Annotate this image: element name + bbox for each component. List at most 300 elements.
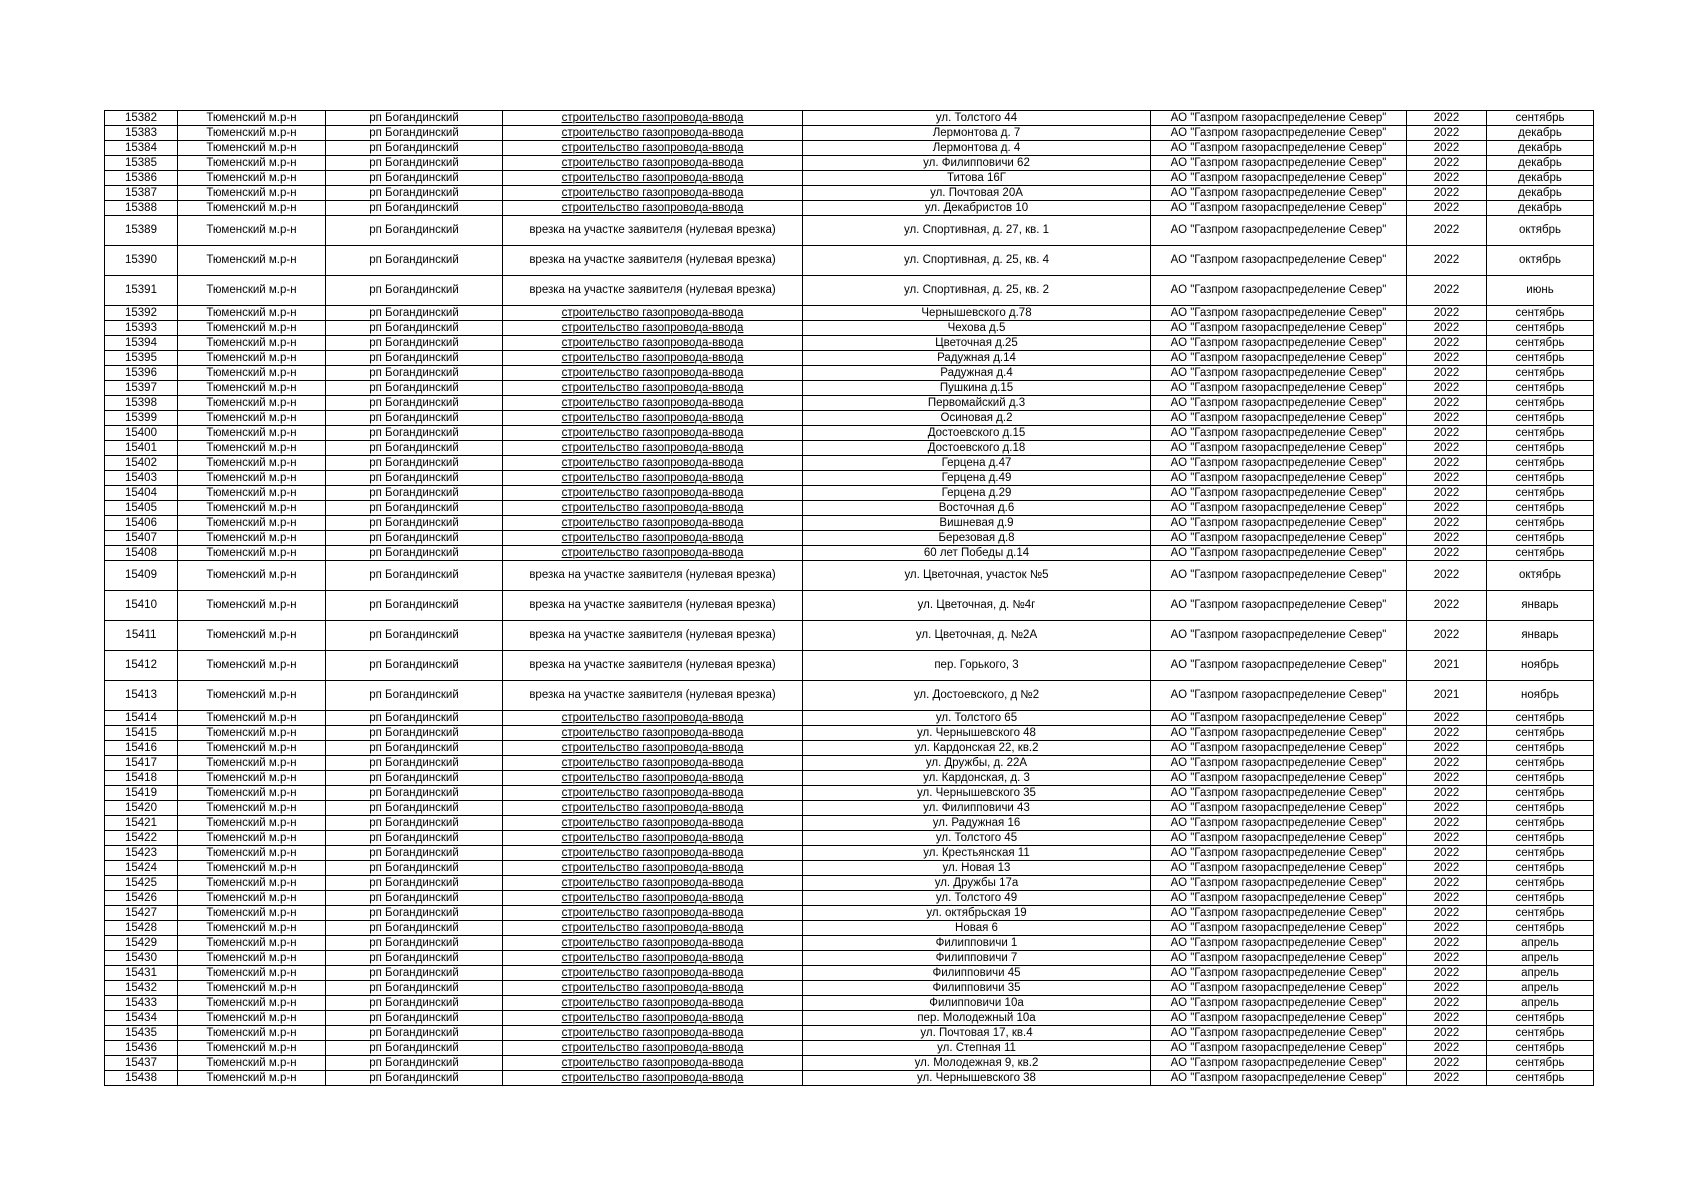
cell-year: 2022 (1407, 966, 1487, 981)
cell-number: 15412 (105, 651, 178, 681)
cell-year: 2022 (1407, 906, 1487, 921)
cell-year: 2022 (1407, 801, 1487, 816)
cell-number: 15395 (105, 351, 178, 366)
cell-organization: АО "Газпром газораспределение Север" (1151, 426, 1407, 441)
table-row (105, 201, 1594, 216)
cell-address: ул. Спортивная, д. 27, кв. 1 (803, 216, 1151, 246)
spreadsheet-page (104, 110, 1593, 1086)
cell-work-type: строительство газопровода-ввода (503, 951, 803, 966)
cell-work-type: строительство газопровода-ввода (503, 306, 803, 321)
cell-number: 15429 (105, 936, 178, 951)
cell-address: Филипповичи 10а (803, 996, 1151, 1011)
cell-address: ул. Спортивная, д. 25, кв. 2 (803, 276, 1151, 306)
cell-organization: АО "Газпром газораспределение Север" (1151, 936, 1407, 951)
cell-organization: АО "Газпром газораспределение Север" (1151, 801, 1407, 816)
cell-settlement: рп Богандинский (326, 516, 503, 531)
cell-work-type: врезка на участке заявителя (нулевая врезка) (503, 651, 803, 681)
cell-work-type: строительство газопровода-ввода (503, 351, 803, 366)
cell-settlement: рп Богандинский (326, 216, 503, 246)
cell-number: 15403 (105, 471, 178, 486)
cell-number: 15432 (105, 981, 178, 996)
cell-organization: АО "Газпром газораспределение Север" (1151, 276, 1407, 306)
cell-organization: АО "Газпром газораспределение Север" (1151, 831, 1407, 846)
cell-settlement: рп Богандинский (326, 141, 503, 156)
cell-number: 15421 (105, 816, 178, 831)
cell-number: 15418 (105, 771, 178, 786)
cell-work-type: строительство газопровода-ввода (503, 411, 803, 426)
cell-work-type: строительство газопровода-ввода (503, 816, 803, 831)
cell-organization: АО "Газпром газораспределение Север" (1151, 381, 1407, 396)
cell-year: 2022 (1407, 111, 1487, 126)
cell-work-type: врезка на участке заявителя (нулевая врезка) (503, 276, 803, 306)
cell-settlement: рп Богандинский (326, 426, 503, 441)
cell-number: 15389 (105, 216, 178, 246)
cell-district: Тюменский м.р-н (178, 861, 326, 876)
cell-address: ул. Филипповичи 43 (803, 801, 1151, 816)
cell-address: Филипповичи 1 (803, 936, 1151, 951)
cell-address: ул. Толстого 65 (803, 711, 1151, 726)
table-row (105, 861, 1594, 876)
cell-month: сентябрь (1487, 816, 1594, 831)
cell-number: 15397 (105, 381, 178, 396)
cell-number: 15413 (105, 681, 178, 711)
cell-address: ул. Цветочная, участок №5 (803, 561, 1151, 591)
cell-number: 15402 (105, 456, 178, 471)
cell-district: Тюменский м.р-н (178, 426, 326, 441)
cell-month: сентябрь (1487, 1011, 1594, 1026)
cell-number: 15398 (105, 396, 178, 411)
cell-year: 2022 (1407, 861, 1487, 876)
cell-address: 60 лет Победы д.14 (803, 546, 1151, 561)
cell-district: Тюменский м.р-н (178, 516, 326, 531)
cell-settlement: рп Богандинский (326, 876, 503, 891)
cell-district: Тюменский м.р-н (178, 546, 326, 561)
cell-organization: АО "Газпром газораспределение Север" (1151, 1041, 1407, 1056)
cell-month: сентябрь (1487, 411, 1594, 426)
cell-district: Тюменский м.р-н (178, 831, 326, 846)
cell-district: Тюменский м.р-н (178, 936, 326, 951)
cell-district: Тюменский м.р-н (178, 621, 326, 651)
cell-address: Радужная д.4 (803, 366, 1151, 381)
cell-settlement: рп Богандинский (326, 486, 503, 501)
cell-address: пер. Молодежный 10а (803, 1011, 1151, 1026)
table-row (105, 471, 1594, 486)
cell-work-type: врезка на участке заявителя (нулевая врезка) (503, 246, 803, 276)
cell-settlement: рп Богандинский (326, 126, 503, 141)
cell-number: 15393 (105, 321, 178, 336)
cell-settlement: рп Богандинский (326, 456, 503, 471)
table-row (105, 141, 1594, 156)
cell-number: 15405 (105, 501, 178, 516)
cell-district: Тюменский м.р-н (178, 531, 326, 546)
cell-year: 2022 (1407, 786, 1487, 801)
cell-year: 2022 (1407, 456, 1487, 471)
cell-month: сентябрь (1487, 786, 1594, 801)
cell-month: сентябрь (1487, 516, 1594, 531)
cell-settlement: рп Богандинский (326, 336, 503, 351)
cell-work-type: строительство газопровода-ввода (503, 486, 803, 501)
cell-settlement: рп Богандинский (326, 756, 503, 771)
cell-year: 2022 (1407, 126, 1487, 141)
cell-month: сентябрь (1487, 831, 1594, 846)
cell-organization: АО "Газпром газораспределение Север" (1151, 741, 1407, 756)
cell-month: апрель (1487, 951, 1594, 966)
cell-settlement: рп Богандинский (326, 396, 503, 411)
cell-district: Тюменский м.р-н (178, 651, 326, 681)
cell-work-type: строительство газопровода-ввода (503, 771, 803, 786)
cell-district: Тюменский м.р-н (178, 366, 326, 381)
cell-year: 2022 (1407, 726, 1487, 741)
cell-address: ул. Цветочная, д. №2А (803, 621, 1151, 651)
cell-year: 2022 (1407, 981, 1487, 996)
cell-settlement: рп Богандинский (326, 951, 503, 966)
cell-year: 2022 (1407, 201, 1487, 216)
cell-year: 2022 (1407, 546, 1487, 561)
cell-address: ул. Кардонская 22, кв.2 (803, 741, 1151, 756)
cell-month: сентябрь (1487, 426, 1594, 441)
cell-month: сентябрь (1487, 366, 1594, 381)
cell-settlement: рп Богандинский (326, 711, 503, 726)
cell-settlement: рп Богандинский (326, 111, 503, 126)
cell-settlement: рп Богандинский (326, 546, 503, 561)
cell-work-type: строительство газопровода-ввода (503, 111, 803, 126)
cell-work-type: строительство газопровода-ввода (503, 741, 803, 756)
cell-address: Новая 6 (803, 921, 1151, 936)
cell-work-type: строительство газопровода-ввода (503, 801, 803, 816)
cell-year: 2022 (1407, 1011, 1487, 1026)
cell-district: Тюменский м.р-н (178, 276, 326, 306)
cell-district: Тюменский м.р-н (178, 396, 326, 411)
cell-address: ул. Толстого 45 (803, 831, 1151, 846)
table-row (105, 591, 1594, 621)
cell-address: ул. Чернышевского 38 (803, 1071, 1151, 1086)
cell-number: 15385 (105, 156, 178, 171)
cell-organization: АО "Газпром газораспределение Север" (1151, 861, 1407, 876)
table-row (105, 996, 1594, 1011)
cell-organization: АО "Газпром газораспределение Север" (1151, 156, 1407, 171)
cell-year: 2022 (1407, 186, 1487, 201)
table-row (105, 441, 1594, 456)
cell-year: 2022 (1407, 951, 1487, 966)
table-row (105, 321, 1594, 336)
cell-work-type: строительство газопровода-ввода (503, 786, 803, 801)
cell-settlement: рп Богандинский (326, 1011, 503, 1026)
cell-organization: АО "Газпром газораспределение Север" (1151, 906, 1407, 921)
cell-month: декабрь (1487, 141, 1594, 156)
cell-year: 2022 (1407, 996, 1487, 1011)
cell-address: Герцена д.47 (803, 456, 1151, 471)
cell-address: Чехова д.5 (803, 321, 1151, 336)
cell-month: сентябрь (1487, 1071, 1594, 1086)
cell-organization: АО "Газпром газораспределение Север" (1151, 141, 1407, 156)
cell-month: июнь (1487, 276, 1594, 306)
cell-month: октябрь (1487, 246, 1594, 276)
cell-district: Тюменский м.р-н (178, 906, 326, 921)
cell-address: Цветочная д.25 (803, 336, 1151, 351)
cell-year: 2021 (1407, 651, 1487, 681)
cell-district: Тюменский м.р-н (178, 771, 326, 786)
table-row (105, 381, 1594, 396)
cell-address: Герцена д.29 (803, 486, 1151, 501)
cell-district: Тюменский м.р-н (178, 1071, 326, 1086)
cell-district: Тюменский м.р-н (178, 921, 326, 936)
cell-district: Тюменский м.р-н (178, 321, 326, 336)
cell-work-type: строительство газопровода-ввода (503, 1026, 803, 1041)
cell-number: 15423 (105, 846, 178, 861)
cell-year: 2022 (1407, 816, 1487, 831)
cell-district: Тюменский м.р-н (178, 306, 326, 321)
cell-organization: АО "Газпром газораспределение Север" (1151, 951, 1407, 966)
cell-address: ул. Радужная 16 (803, 816, 1151, 831)
cell-address: Достоевского д.15 (803, 426, 1151, 441)
cell-number: 15416 (105, 741, 178, 756)
table-row (105, 501, 1594, 516)
cell-number: 15426 (105, 891, 178, 906)
table-row (105, 921, 1594, 936)
cell-settlement: рп Богандинский (326, 786, 503, 801)
table-row (105, 396, 1594, 411)
table-body (105, 111, 1594, 1086)
cell-number: 15409 (105, 561, 178, 591)
cell-organization: АО "Газпром газораспределение Север" (1151, 396, 1407, 411)
cell-address: Лермонтова д. 7 (803, 126, 1151, 141)
cell-settlement: рп Богандинский (326, 801, 503, 816)
cell-district: Тюменский м.р-н (178, 1026, 326, 1041)
cell-year: 2022 (1407, 306, 1487, 321)
cell-address: ул. Дружбы 17а (803, 876, 1151, 891)
cell-settlement: рп Богандинский (326, 186, 503, 201)
cell-address: ул. Декабристов 10 (803, 201, 1151, 216)
cell-number: 15387 (105, 186, 178, 201)
table-row (105, 831, 1594, 846)
table-row (105, 366, 1594, 381)
cell-year: 2022 (1407, 156, 1487, 171)
cell-number: 15422 (105, 831, 178, 846)
cell-district: Тюменский м.р-н (178, 816, 326, 831)
table-row (105, 426, 1594, 441)
cell-address: ул. октябрьская 19 (803, 906, 1151, 921)
table-row (105, 216, 1594, 246)
cell-month: сентябрь (1487, 396, 1594, 411)
table-row (105, 186, 1594, 201)
cell-year: 2022 (1407, 741, 1487, 756)
cell-organization: АО "Газпром газораспределение Север" (1151, 786, 1407, 801)
cell-year: 2022 (1407, 1026, 1487, 1041)
cell-number: 15414 (105, 711, 178, 726)
cell-month: сентябрь (1487, 861, 1594, 876)
cell-number: 15433 (105, 996, 178, 1011)
cell-month: сентябрь (1487, 921, 1594, 936)
cell-district: Тюменский м.р-н (178, 1056, 326, 1071)
cell-address: ул. Почтовая 20А (803, 186, 1151, 201)
cell-month: сентябрь (1487, 546, 1594, 561)
cell-year: 2022 (1407, 1041, 1487, 1056)
table-row (105, 336, 1594, 351)
cell-number: 15404 (105, 486, 178, 501)
table-row (105, 741, 1594, 756)
cell-address: ул. Толстого 49 (803, 891, 1151, 906)
cell-organization: АО "Газпром газораспределение Север" (1151, 111, 1407, 126)
cell-month: сентябрь (1487, 846, 1594, 861)
cell-settlement: рп Богандинский (326, 591, 503, 621)
table-row (105, 486, 1594, 501)
cell-settlement: рп Богандинский (326, 681, 503, 711)
cell-work-type: строительство газопровода-ввода (503, 981, 803, 996)
cell-year: 2022 (1407, 141, 1487, 156)
table-row (105, 561, 1594, 591)
cell-organization: АО "Газпром газораспределение Север" (1151, 591, 1407, 621)
table-row (105, 906, 1594, 921)
cell-district: Тюменский м.р-н (178, 996, 326, 1011)
cell-year: 2022 (1407, 351, 1487, 366)
cell-month: сентябрь (1487, 1056, 1594, 1071)
cell-address: ул. Достоевского, д №2 (803, 681, 1151, 711)
cell-year: 2022 (1407, 336, 1487, 351)
cell-number: 15390 (105, 246, 178, 276)
cell-year: 2022 (1407, 471, 1487, 486)
table-row (105, 1056, 1594, 1071)
cell-organization: АО "Газпром газораспределение Север" (1151, 516, 1407, 531)
cell-work-type: строительство газопровода-ввода (503, 321, 803, 336)
cell-work-type: строительство газопровода-ввода (503, 141, 803, 156)
cell-work-type: строительство газопровода-ввода (503, 831, 803, 846)
table-row (105, 846, 1594, 861)
table-row (105, 1071, 1594, 1086)
cell-number: 15430 (105, 951, 178, 966)
table-row (105, 786, 1594, 801)
cell-district: Тюменский м.р-н (178, 756, 326, 771)
cell-year: 2022 (1407, 921, 1487, 936)
cell-month: сентябрь (1487, 771, 1594, 786)
table-row (105, 456, 1594, 471)
cell-settlement: рп Богандинский (326, 921, 503, 936)
cell-organization: АО "Газпром газораспределение Север" (1151, 456, 1407, 471)
table-row (105, 1041, 1594, 1056)
cell-settlement: рп Богандинский (326, 441, 503, 456)
cell-organization: АО "Газпром газораспределение Север" (1151, 981, 1407, 996)
cell-month: ноябрь (1487, 651, 1594, 681)
cell-settlement: рп Богандинский (326, 981, 503, 996)
cell-work-type: строительство газопровода-ввода (503, 441, 803, 456)
cell-month: сентябрь (1487, 111, 1594, 126)
cell-district: Тюменский м.р-н (178, 786, 326, 801)
cell-address: ул. Крестьянская 11 (803, 846, 1151, 861)
table-row (105, 966, 1594, 981)
cell-year: 2022 (1407, 771, 1487, 786)
cell-organization: АО "Газпром газораспределение Север" (1151, 471, 1407, 486)
cell-number: 15394 (105, 336, 178, 351)
cell-address: Вишневая д.9 (803, 516, 1151, 531)
cell-work-type: строительство газопровода-ввода (503, 1071, 803, 1086)
cell-district: Тюменский м.р-н (178, 201, 326, 216)
cell-year: 2022 (1407, 756, 1487, 771)
cell-year: 2022 (1407, 621, 1487, 651)
table-row (105, 936, 1594, 951)
table-row (105, 951, 1594, 966)
cell-number: 15417 (105, 756, 178, 771)
cell-district: Тюменский м.р-н (178, 1041, 326, 1056)
cell-number: 15410 (105, 591, 178, 621)
cell-month: сентябрь (1487, 876, 1594, 891)
cell-settlement: рп Богандинский (326, 246, 503, 276)
cell-district: Тюменский м.р-н (178, 156, 326, 171)
cell-organization: АО "Газпром газораспределение Север" (1151, 681, 1407, 711)
table-row (105, 981, 1594, 996)
cell-organization: АО "Газпром газораспределение Север" (1151, 366, 1407, 381)
cell-organization: АО "Газпром газораспределение Север" (1151, 1056, 1407, 1071)
cell-month: декабрь (1487, 171, 1594, 186)
cell-work-type: строительство газопровода-ввода (503, 471, 803, 486)
cell-address: Титова 16Г (803, 171, 1151, 186)
cell-work-type: строительство газопровода-ввода (503, 336, 803, 351)
cell-number: 15434 (105, 1011, 178, 1026)
cell-organization: АО "Газпром газораспределение Север" (1151, 351, 1407, 366)
cell-year: 2022 (1407, 516, 1487, 531)
cell-address: Восточная д.6 (803, 501, 1151, 516)
cell-settlement: рп Богандинский (326, 351, 503, 366)
cell-address: Филипповичи 7 (803, 951, 1151, 966)
cell-year: 2022 (1407, 411, 1487, 426)
cell-number: 15411 (105, 621, 178, 651)
cell-district: Тюменский м.р-н (178, 456, 326, 471)
cell-settlement: рп Богандинский (326, 171, 503, 186)
cell-work-type: строительство газопровода-ввода (503, 426, 803, 441)
table-row (105, 546, 1594, 561)
cell-settlement: рп Богандинский (326, 1026, 503, 1041)
table-row (105, 771, 1594, 786)
table-row (105, 621, 1594, 651)
cell-address: ул. Толстого 44 (803, 111, 1151, 126)
cell-year: 2022 (1407, 1056, 1487, 1071)
cell-settlement: рп Богандинский (326, 1041, 503, 1056)
cell-organization: АО "Газпром газораспределение Север" (1151, 216, 1407, 246)
cell-organization: АО "Газпром газораспределение Север" (1151, 201, 1407, 216)
table-row (105, 1011, 1594, 1026)
cell-year: 2022 (1407, 381, 1487, 396)
cell-organization: АО "Газпром газораспределение Север" (1151, 711, 1407, 726)
cell-month: сентябрь (1487, 741, 1594, 756)
cell-work-type: строительство газопровода-ввода (503, 726, 803, 741)
cell-number: 15392 (105, 306, 178, 321)
cell-month: сентябрь (1487, 441, 1594, 456)
cell-district: Тюменский м.р-н (178, 486, 326, 501)
cell-district: Тюменский м.р-н (178, 381, 326, 396)
cell-month: сентябрь (1487, 306, 1594, 321)
cell-month: сентябрь (1487, 531, 1594, 546)
cell-work-type: врезка на участке заявителя (нулевая врезка) (503, 621, 803, 651)
cell-month: сентябрь (1487, 471, 1594, 486)
cell-organization: АО "Газпром газораспределение Север" (1151, 846, 1407, 861)
cell-settlement: рп Богандинский (326, 1056, 503, 1071)
cell-number: 15388 (105, 201, 178, 216)
cell-district: Тюменский м.р-н (178, 876, 326, 891)
cell-month: апрель (1487, 981, 1594, 996)
table-row (105, 171, 1594, 186)
cell-settlement: рп Богандинский (326, 411, 503, 426)
cell-month: апрель (1487, 996, 1594, 1011)
cell-work-type: строительство газопровода-ввода (503, 546, 803, 561)
cell-address: ул. Чернышевского 48 (803, 726, 1151, 741)
cell-number: 15437 (105, 1056, 178, 1071)
cell-work-type: строительство газопровода-ввода (503, 516, 803, 531)
cell-month: апрель (1487, 966, 1594, 981)
cell-number: 15425 (105, 876, 178, 891)
cell-settlement: рп Богандинский (326, 726, 503, 741)
cell-settlement: рп Богандинский (326, 381, 503, 396)
table-row (105, 351, 1594, 366)
cell-work-type: врезка на участке заявителя (нулевая врезка) (503, 561, 803, 591)
cell-organization: АО "Газпром газораспределение Север" (1151, 171, 1407, 186)
